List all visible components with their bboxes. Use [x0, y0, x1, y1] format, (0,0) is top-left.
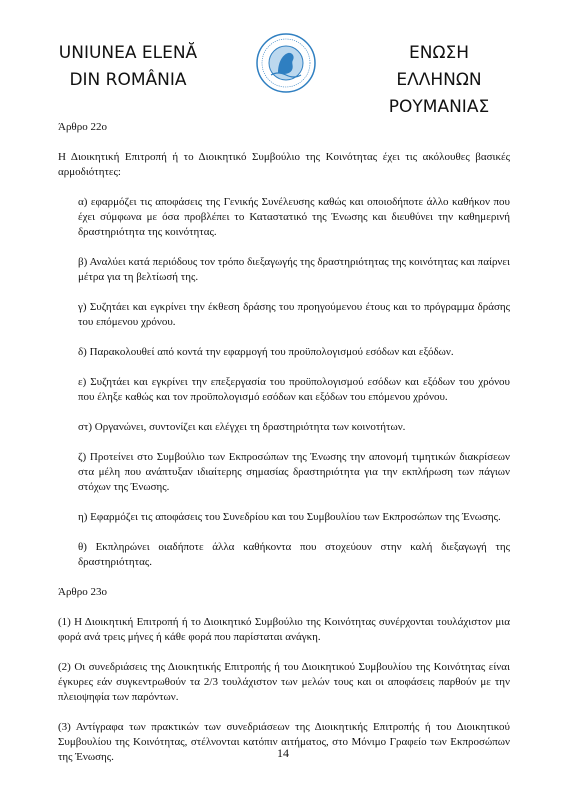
article-22-item-th: θ) Εκπληρώνει οιαδήποτε άλλα καθήκοντα που στοχεύουν στην καλή διεξαγωγή της δραστηριότητας.	[78, 541, 510, 568]
article-22-intro: Η Διοικητική Επιτροπή ή το Διοικητικό Συμβούλιο της Κοινότητας έχει τις ακόλουθες βασικές αρμοδιότητες:	[58, 151, 510, 178]
article-22-item-z: ζ) Προτείνει στο Συμβούλιο των Εκπροσώπων της Ένωσης την απονομή τιμητικών διακρίσεων στα μέλη που ανάπτυξαν ιδιαίτερης σημασίας δραστηριότητα για την εκπλήρωση των πάγιων στόχων της Ένωσης.	[78, 451, 510, 493]
article-22-item-a: α) εφαρμόζει τις αποφάσεις της Γενικής Συνέλευσης καθώς και οποιοδήποτε άλλο καθήκον που έχει σύμφωνα με όσα προβλέπει το Καταστατικό της Ένωσης και διευθύνει την καθημερινή δραστηριότητα της κοινότητας.	[78, 196, 510, 238]
article-22-item-e: ε) Συζητάει και εγκρίνει την επεξεργασία του προϋπολογισμού εσόδων και εξόδων του χρόνου που έληξε καθώς και τον προϋπολογισμό εσόδων και εξόδων του επόμενου χρόνου.	[78, 376, 510, 403]
article-22-item-c: γ) Συζητάει και εγκρίνει την έκθεση δράσης του προηγούμενου έτους και το πρόγραμμα δράσης του επόμενου χρόνου.	[78, 301, 510, 328]
article-23-heading: Άρθρο 23ο	[58, 586, 107, 598]
header-right-line-2: ΡΟΥΜΑΝΙΑΣ	[388, 97, 490, 117]
article-23-paragraph-2: (2) Οι συνεδριάσεις της Διοικητικής Επιτροπής ή του Διοικητικού Συμβουλίου της Κοινότητας είναι έγκυρες εάν συγκεντρωθούν τα 2/3 τουλάχιστον των μελών τους και οι αποφάσεις παρθούν με την πλειοψηφία των παρόντων.	[58, 661, 510, 703]
article-23-paragraph-1: (1) Η Διοικητική Επιτροπή ή το Διοικητικό Συμβούλιο της Κοινότητας συνέρχονται τουλάχιστον μια φορά ανά τρεις μήνες ή κάθε φορά που παρίσταται ανάγκη.	[58, 616, 510, 643]
header-right-line-1: ΕΝΩΣΗ ΕΛΛΗΝΩΝ	[396, 43, 482, 90]
article-22-item-st: στ) Οργανώνει, συντονίζει και ελέγχει τη δραστηριότητα των κοινοτήτων.	[78, 421, 406, 433]
union-emblem-logo	[256, 33, 316, 93]
header-romanian-title	[58, 40, 198, 94]
article-22-item-b: β) Αναλύει κατά περιόδους τον τρόπο διεξαγωγής της δραστηριότητας της κοινότητας και παίρνει μέτρα για τη βελτίωσή της.	[78, 256, 510, 283]
article-22-item-i: η) Εφαρμόζει τις αποφάσεις του Συνεδρίου και του Συμβουλίου των Εκπροσώπων της Ένωσης.	[78, 511, 501, 523]
article-22-heading: Άρθρο 22ο	[58, 121, 107, 133]
document-body	[58, 120, 510, 765]
page-number: 14	[277, 746, 289, 760]
article-22-item-d: δ) Παρακολουθεί από κοντά την εφαρμογή του προϋπολογισμού εσόδων και εξόδων.	[78, 346, 454, 358]
header-left-line-1: UNIUNEA ELENĂ	[58, 43, 198, 63]
header-greek-title	[366, 40, 512, 121]
header-left-line-2: DIN ROMÂNIA	[69, 70, 187, 90]
article-23-paragraph-3: (3) Αντίγραφα των πρακτικών των συνεδριάσεων της Διοικητικής Επιτροπής ή του Διοικητικού Συμβουλίου της Κοινότητας, στέλνονται κατόπιν αιτήματος, στο Μόνιμο Γραφείο των Εκπροσώπων της Ένωσης.	[58, 721, 510, 763]
